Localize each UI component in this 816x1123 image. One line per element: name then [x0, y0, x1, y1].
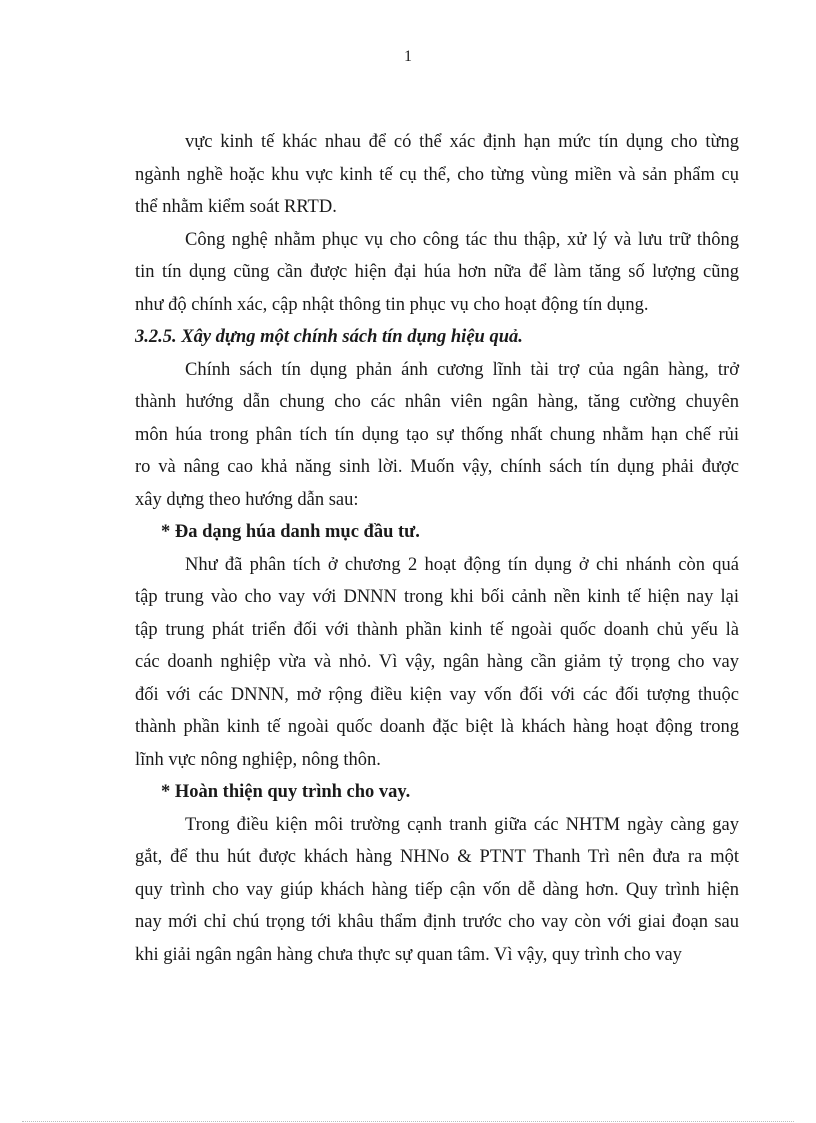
- bullet-heading: * Hoàn thiện quy trình cho vay.: [161, 782, 411, 802]
- document-body: [135, 126, 739, 971]
- text-line: ro và nâng cao khả năng sinh lời. Muốn vậy, chính sách tín dụng phải được: [135, 457, 739, 477]
- text-line: lĩnh vực nông nghiệp, nông thôn.: [135, 749, 381, 770]
- text-line: thể nhằm kiểm soát RRTD.: [135, 197, 337, 217]
- text-line: tin tín dụng cũng cần được hiện đại húa hơn nữa để làm tăng số lượng cũng: [135, 262, 739, 282]
- text-line: đối với các DNNN, mở rộng điều kiện vay vốn đối với các đối tượng thuộc: [135, 684, 739, 705]
- text-line: quy trình cho vay giúp khách hàng tiếp cận vốn dễ dàng hơn. Quy trình hiện: [135, 879, 739, 900]
- text-line: thành hướng dẫn chung cho các nhân viên ngân hàng, tăng cường chuyên: [135, 392, 739, 412]
- section-heading: 3.2.5. Xây dựng một chính sách tín dụng hiệu quả.: [135, 327, 523, 347]
- text-line: thành phần kinh tế ngoài quốc doanh đặc biệt là khách hàng hoạt động trong: [135, 717, 739, 737]
- text-line: Như đã phân tích ở chương 2 hoạt động tín dụng ở chi nhánh còn quá: [185, 554, 739, 575]
- page-bottom-rule: [22, 1121, 794, 1122]
- text-line: khi giải ngân ngân hàng chưa thực sự quan tâm. Vì vậy, quy trình cho vay: [135, 944, 682, 965]
- text-line: vực kinh tế khác nhau để có thể xác định hạn mức tín dụng cho từng: [185, 132, 739, 152]
- text-line: Trong điều kiện môi trường cạnh tranh giữa các NHTM ngày càng gay: [185, 814, 739, 835]
- text-line: tập trung vào cho vay với DNNN trong khi bối cảnh nền kinh tế hiện nay lại: [135, 587, 739, 607]
- text-line: tập trung phát triển đối với thành phần kinh tế ngoài quốc doanh chủ yếu là: [135, 619, 739, 640]
- text-line: xây dựng theo hướng dẫn sau:: [135, 489, 359, 510]
- text-line: gắt, để thu hút được khách hàng NHNo & PTNT Thanh Trì nên đưa ra một: [135, 847, 739, 867]
- text-line: nay mới chỉ chú trọng tới khâu thẩm định trước cho vay còn với giai đoạn sau: [135, 912, 739, 932]
- text-line: môn húa trong phân tích tín dụng tạo sự thống nhất chung nhằm hạn chế rủi: [135, 424, 739, 445]
- text-line: như độ chính xác, cập nhật thông tin phục vụ cho hoạt động tín dụng.: [135, 294, 649, 315]
- text-line: các doanh nghiệp vừa và nhỏ. Vì vậy, ngân hàng cần giảm tỷ trọng cho vay: [135, 652, 739, 672]
- page-number: 1: [404, 48, 412, 65]
- text-line: Chính sách tín dụng phản ánh cương lĩnh tài trợ của ngân hàng, trở: [185, 359, 739, 380]
- bullet-heading: * Đa dạng húa danh mục đầu tư.: [161, 522, 420, 542]
- text-line: ngành nghề hoặc khu vực kinh tế cụ thể, cho từng vùng miền và sản phẩm cụ: [135, 164, 739, 185]
- text-line: Công nghệ nhằm phục vụ cho công tác thu thập, xử lý và lưu trữ thông: [185, 229, 739, 250]
